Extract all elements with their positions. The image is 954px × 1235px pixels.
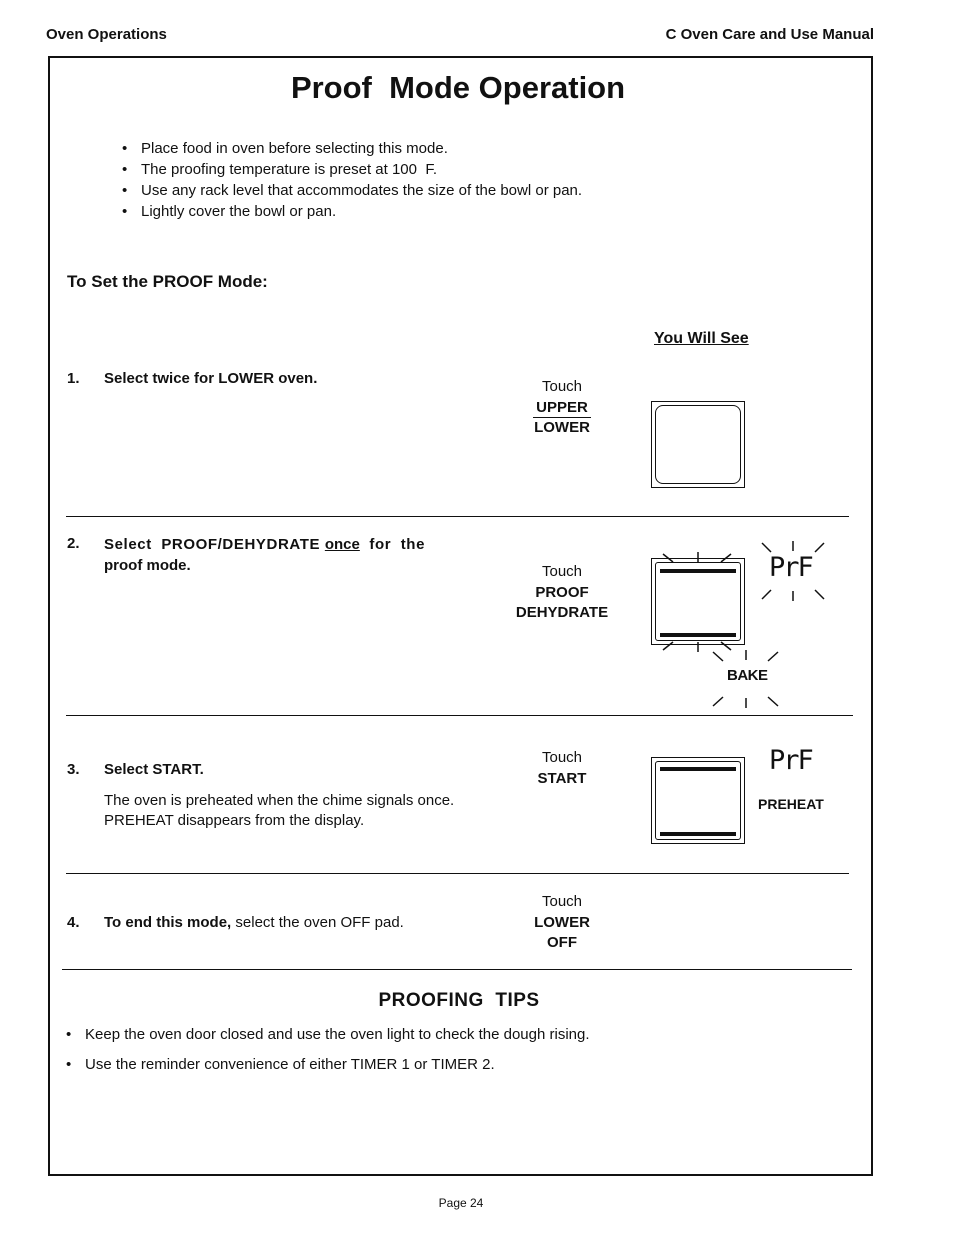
- step-4-touch-keys: [502, 892, 622, 954]
- touch-label: Touch: [541, 378, 583, 395]
- proof-key[interactable]: PROOF: [535, 583, 589, 601]
- page-number: Page 24: [438, 1196, 484, 1210]
- oven-display-blinking: [651, 558, 745, 645]
- step-3-instruction: Select START.: [104, 761, 204, 778]
- touch-label: Touch: [541, 563, 583, 580]
- step-4-number: 4.: [67, 914, 80, 931]
- step-3-touch-keys: [502, 748, 622, 789]
- prf-display-code: PrF: [769, 552, 812, 583]
- preheat-indicator: PREHEAT: [758, 796, 824, 812]
- list-item: • Place food in oven before selecting this mode.: [122, 140, 448, 157]
- step-divider: [66, 715, 853, 716]
- tips-title: PROOFING TIPS: [378, 990, 540, 1011]
- step-2-number: 2.: [67, 535, 80, 552]
- step-divider: [66, 516, 849, 517]
- lower-key[interactable]: LOWER: [534, 913, 590, 931]
- list-item: • The proofing temperature is preset at 100 F.: [122, 161, 437, 178]
- oven-display-preheat: [651, 757, 745, 844]
- header-manual-title: C Oven Care and Use Manual: [665, 26, 874, 43]
- lower-key[interactable]: LOWER: [534, 419, 590, 436]
- list-item: • Lightly cover the bowl or pan.: [122, 203, 337, 220]
- upper-key[interactable]: UPPER: [533, 398, 591, 418]
- step-2-instruction: Select PROOF/DEHYDRATE once for the proof mode.: [104, 536, 426, 574]
- touch-label: Touch: [541, 749, 583, 766]
- step-2-touch-keys: [502, 562, 622, 624]
- list-item: • Use the reminder convenience of either TIMER 1 or TIMER 2.: [66, 1056, 495, 1073]
- section-title: To Set the PROOF Mode:: [67, 272, 268, 291]
- intro-bullet-list: [122, 138, 582, 222]
- you-will-see-heading: You Will See: [654, 330, 749, 347]
- section-divider: [62, 969, 852, 970]
- list-item: • Keep the oven door closed and use the oven light to check the dough rising.: [66, 1026, 590, 1043]
- bake-indicator: BAKE: [727, 667, 768, 684]
- step-divider: [66, 873, 849, 874]
- step-1-instruction: Select twice for LOWER oven.: [104, 370, 318, 387]
- oven-display-blank: [651, 401, 745, 488]
- step-1-touch-keys: [502, 377, 622, 439]
- step-3-number: 3.: [67, 761, 80, 778]
- prf-display-code: PrF: [769, 745, 812, 776]
- step-1-number: 1.: [67, 370, 80, 387]
- off-key[interactable]: OFF: [547, 934, 577, 951]
- touch-label: Touch: [541, 893, 583, 910]
- step-4-instruction: To end this mode, select the oven OFF pad.: [104, 914, 404, 931]
- header-section-name: Oven Operations: [46, 26, 167, 43]
- step-3-note: The oven is preheated when the chime signals once. PREHEAT disappears from the display.: [104, 792, 455, 829]
- list-item: • Use any rack level that accommodates the size of the bowl or pan.: [122, 182, 583, 199]
- start-key[interactable]: START: [537, 769, 587, 787]
- page-title: Proof Mode Operation: [290, 70, 626, 105]
- dehydrate-key[interactable]: DEHYDRATE: [515, 604, 609, 621]
